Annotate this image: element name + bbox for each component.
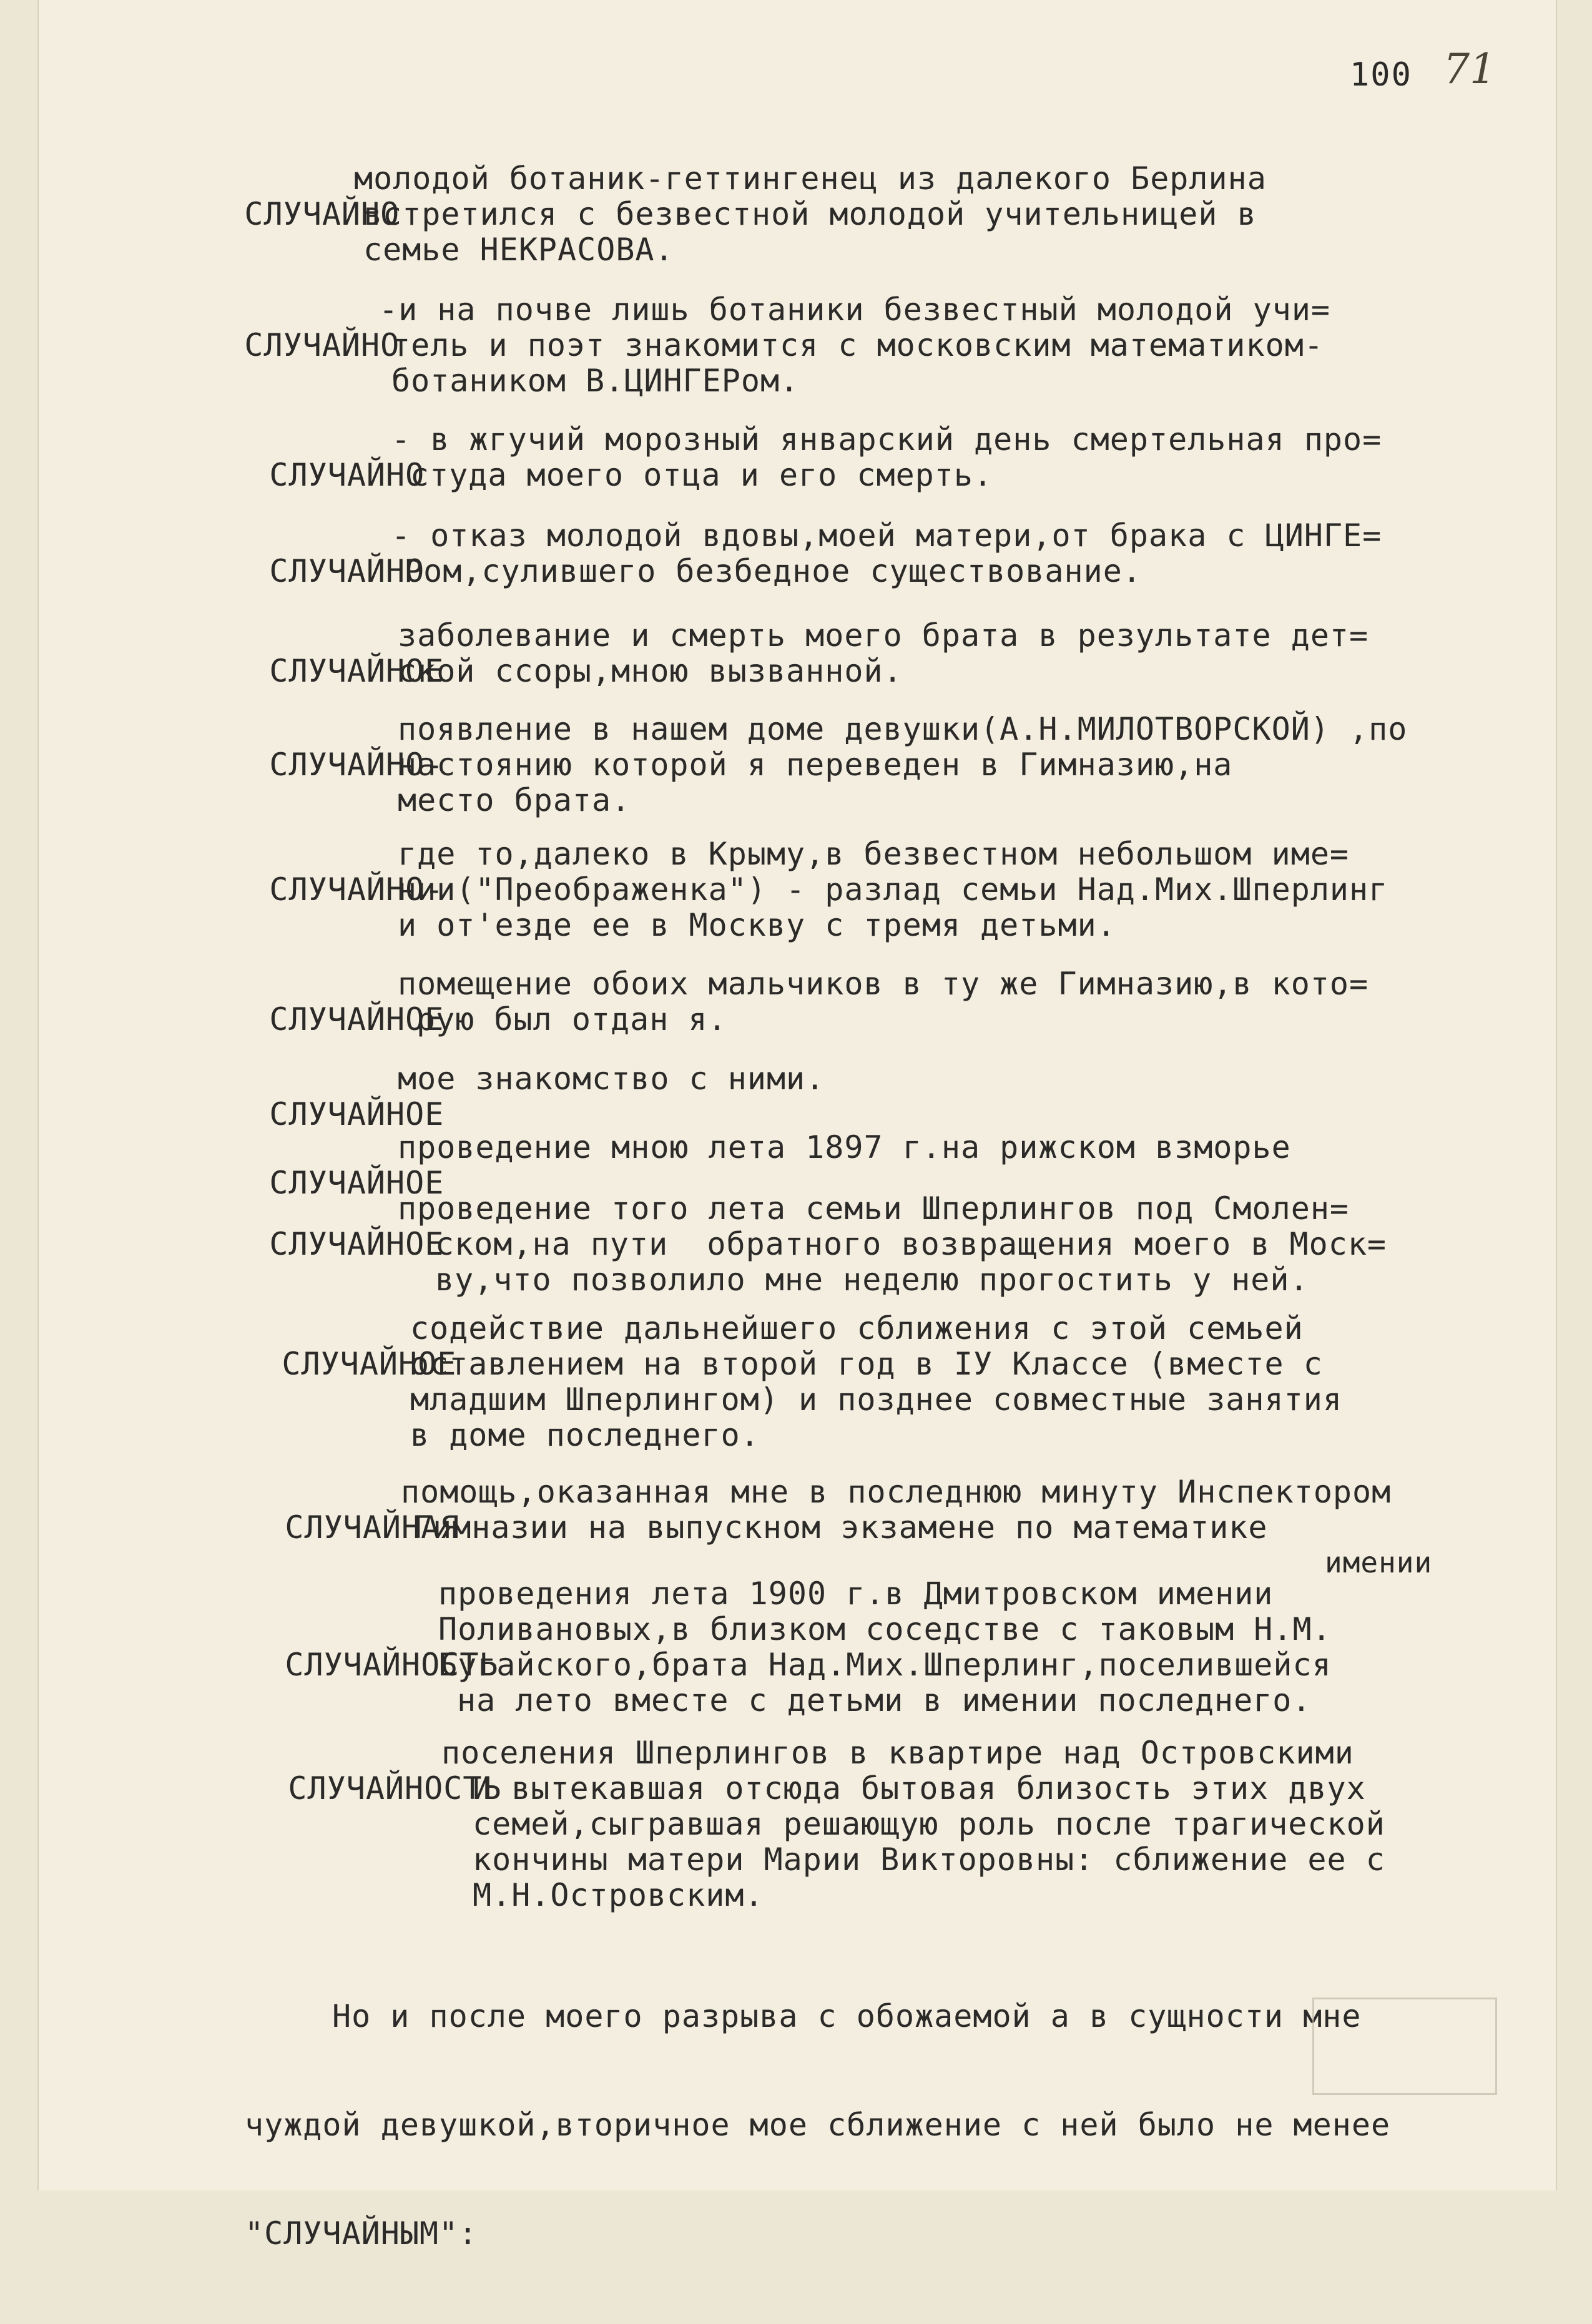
entry-line: тель и поэт знакомится с московским математиком-	[391, 327, 1324, 363]
entry-line: поселения Шперлингов в квартире над Островскими	[441, 1735, 1354, 1771]
entry-line: ву,что позволило мне неделю прогостить у ней.	[435, 1262, 1309, 1298]
entry-line: ботаником В.ЦИНГЕРом.	[391, 363, 800, 399]
entry-keyword: СЛУЧАЙНО	[244, 327, 400, 363]
entry-line: и от'езде ее в Москву с тремя детьми.	[398, 907, 1116, 943]
entry-keyword: СЛУЧАЙНАЯ	[285, 1509, 460, 1546]
entry-line: М.Н.Островским.	[473, 1877, 764, 1913]
entry-line: помощь,оказанная мне в последнюю минуту Инспектором	[401, 1474, 1392, 1510]
entry-keyword: СЛУЧАЙНО	[269, 457, 425, 493]
entry-keyword: СЛУЧАЙНОСТЬ	[285, 1647, 499, 1683]
entry-line: где то,далеко в Крыму,в безвестном небольшом име=	[398, 836, 1350, 872]
entry-line: появление в нашем доме девушки(А.Н.МИЛОТВОРСКОЙ) ,по	[398, 711, 1408, 747]
entry-line: рую был отдан я.	[416, 1001, 727, 1037]
entry-line: Ром,сулившего безбедное существование.	[404, 553, 1142, 589]
entry-line: проведение того лета семьи Шперлингов под Смолен=	[398, 1190, 1350, 1227]
entry-line: на лето вместе с детьми в имении последнего.	[457, 1682, 1312, 1718]
entry-line: молодой ботаник-геттингенец из далекого Берлина	[354, 160, 1267, 197]
entry-line: оставлением на второй год в IУ Классе (вместе с	[410, 1346, 1323, 1382]
entry-keyword: СЛУЧАЙНОЕ	[269, 1226, 445, 1262]
entry-line: встретился с безвестной молодой учительницей в	[363, 196, 1257, 232]
entry-line: - в жгучий морозный январский день смертельная про=	[391, 421, 1382, 458]
entry-line: Поливановых,в близком соседстве с таковым Н.М.	[438, 1611, 1332, 1647]
entry-line: ском,на пути обратного возвращения моего в Моск=	[435, 1226, 1387, 1262]
archive-stamp	[1312, 1998, 1497, 2095]
entry-line: в доме последнего.	[410, 1417, 760, 1453]
entry-keyword: СЛУЧАЙНОЕ	[269, 1096, 445, 1132]
entry-line: - отказ молодой вдовы,моей матери,от брака с ЦИНГЕ=	[391, 517, 1382, 554]
entry-keyword: СЛУЧАЙНОСТЬ	[288, 1770, 502, 1807]
handwritten-insertion: имении	[1325, 1546, 1433, 1579]
closing-line: "СЛУЧАЙНЫМ":	[245, 2215, 478, 2252]
entry-line: Гимназии на выпускном экзамене по математике	[413, 1509, 1268, 1546]
entry-line: младшим Шперлингом) и позднее совместные занятия	[410, 1381, 1342, 1418]
entry-line: семей,сыгравшая решающую роль после трагической	[473, 1806, 1385, 1842]
entry-line: место брата.	[398, 782, 631, 818]
closing-line: Но и после моего разрыва с обожаемой а в сущности мне	[332, 1998, 1362, 2034]
entry-keyword: СЛУЧАЙНО-	[269, 747, 445, 783]
entry-line: И вытекавшая отсюда бытовая близость этих двух	[473, 1770, 1366, 1807]
entry-line: ской ссоры,мною вызванной.	[398, 653, 903, 689]
entry-keyword: СЛУЧАЙНО	[244, 196, 400, 232]
entry-line: мое знакомство с ними.	[398, 1061, 825, 1097]
entry-keyword: СЛУЧАЙНО	[269, 553, 425, 589]
entry-line: настоянию которой я переведен в Гимназию,на	[398, 747, 1233, 783]
entry-keyword: СЛУЧАЙНО-	[269, 871, 445, 908]
entry-keyword: СЛУЧАЙНОЕ	[282, 1346, 457, 1382]
entry-line: Бугайского,брата Над.Мих.Шперлинг,поселившейся	[438, 1647, 1332, 1683]
document-page	[37, 0, 1557, 2252]
handwritten-page-number: 71	[1443, 45, 1496, 93]
entry-line: проведения лета 1900 г.в Дмитровском имении	[438, 1576, 1274, 1612]
closing-line: чуждой девушкой,вторичное мое сближение с ней было не менее	[245, 2107, 1391, 2143]
entry-line: студа моего отца и его смерть.	[410, 457, 993, 493]
page-number: 100	[1350, 56, 1412, 94]
entry-line: заболевание и смерть моего брата в результате дет=	[398, 617, 1369, 654]
entry-line: нии("Преображенка") - разлад семьи Над.Мих.Шперлинг	[398, 871, 1388, 908]
closing-paragraph	[245, 1926, 1390, 2324]
entry-line: содействие дальнейшего сближения с этой семьей	[410, 1310, 1304, 1346]
entry-keyword: СЛУЧАЙНОЕ	[269, 1001, 445, 1037]
entry-line: семье НЕКРАСОВА.	[363, 232, 674, 268]
entry-keyword: СЛУЧАЙНОЕ	[269, 1165, 445, 1201]
entry-line: помещение обоих мальчиков в ту же Гимназию,в кото=	[398, 966, 1369, 1002]
entry-line: -и на почве лишь ботаники безвестный молодой учи=	[379, 292, 1331, 328]
entry-line: кончины матери Марии Викторовны: сближение ее с	[473, 1841, 1385, 1878]
entry-line: проведение мною лета 1897 г.на рижском взморье	[398, 1129, 1291, 1165]
entry-keyword: СЛУЧАЙНОЕ	[269, 653, 445, 689]
